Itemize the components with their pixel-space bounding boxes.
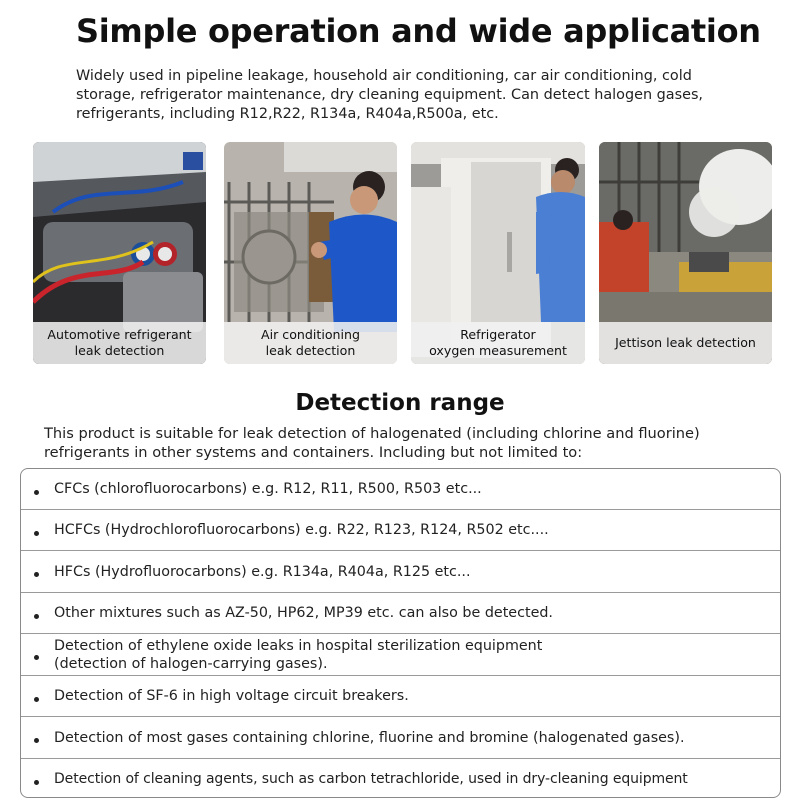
tile-caption: Air conditioning leak detection: [224, 322, 397, 364]
bullet-icon: [34, 614, 39, 619]
bullet-icon: [34, 697, 39, 702]
application-gallery: [33, 142, 773, 364]
bullet-icon: [34, 780, 39, 785]
list-item: Detection of ethylene oxide leaks in hospital sterilization equipment (detection of halogen-carrying gases).: [21, 634, 780, 676]
detection-list: [20, 468, 781, 798]
list-item: Detection of SF-6 in high voltage circuit breakers.: [21, 676, 780, 717]
list-item: CFCs (chlorofluorocarbons) e.g. R12, R11, R500, R503 etc...: [21, 469, 780, 510]
list-item: HFCs (Hydrofluorocarbons) e.g. R134a, R404a, R125 etc...: [21, 551, 780, 593]
page-title: Simple operation and wide application: [76, 12, 761, 50]
tile-caption: Jettison leak detection: [599, 322, 772, 364]
application-tile-air-conditioning: [224, 142, 397, 364]
bullet-icon: [34, 655, 39, 660]
bullet-icon: [34, 490, 39, 495]
application-tile-jettison: [599, 142, 772, 364]
section-intro: This product is suitable for leak detection of halogenated (including chlorine and fluorine) refrigerants in other systems and containers. Including but not limited to:: [44, 425, 700, 461]
list-item: Other mixtures such as AZ-50, HP62, MP39 etc. can also be detected.: [21, 593, 780, 634]
application-tile-refrigerator: [411, 142, 585, 364]
bullet-icon: [34, 531, 39, 536]
bullet-icon: [34, 738, 39, 743]
list-item: Detection of most gases containing chlorine, fluorine and bromine (halogenated gases).: [21, 717, 780, 759]
intro-paragraph: Widely used in pipeline leakage, household air conditioning, car air conditioning, cold storage, refrigerator maintenance, dry cleaning equipment. Can detect halogen gases, refrigerants, including R12,R22, R134a, R404a,R500a, etc.: [76, 68, 704, 122]
tile-caption: Refrigerator oxygen measurement: [411, 322, 585, 364]
list-item: HCFCs (Hydrochlorofluorocarbons) e.g. R22, R123, R124, R502 etc....: [21, 510, 780, 551]
bullet-icon: [34, 572, 39, 577]
list-item: Detection of cleaning agents, such as carbon tetrachloride, used in dry-cleaning equipment: [21, 759, 780, 798]
tile-caption: Automotive refrigerant leak detection: [33, 322, 206, 364]
application-tile-automotive: [33, 142, 206, 364]
section-title: Detection range: [295, 390, 505, 416]
